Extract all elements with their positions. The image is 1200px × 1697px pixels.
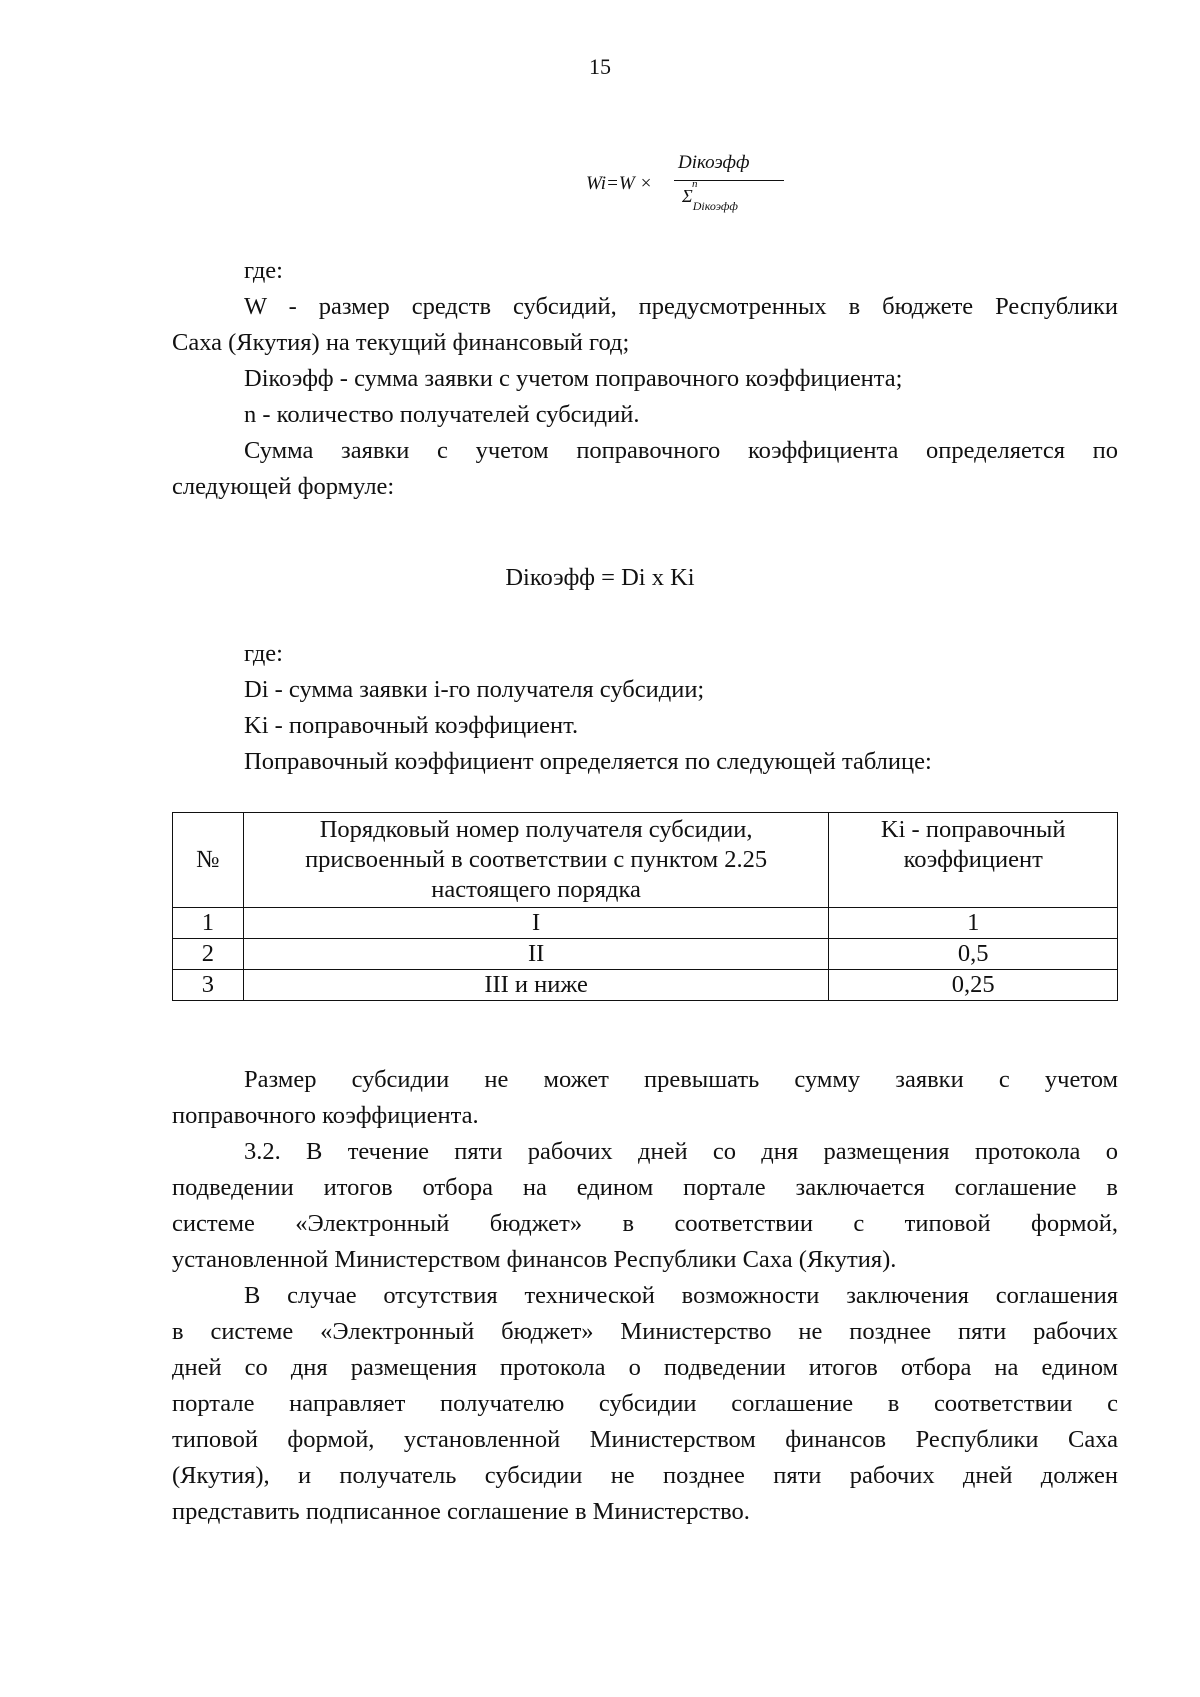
case-line-6: (Якутия), и получатель субсидии не позднее пяти рабочих дней должен [172,1462,1118,1489]
case-line-4: портале направляет получателю субсидии соглашение в соответствии с [172,1390,1118,1417]
row-order: III и ниже [243,970,829,1001]
row-coefficient: 0,5 [829,939,1118,970]
formula-denominator [682,178,738,213]
header-order-number [243,813,829,908]
header-coef-line-1: Ki - поправочный [880,816,1066,843]
formula-lhs: Wi=W × [586,173,653,194]
row-order: II [243,939,829,970]
sum-upper-limit: n [692,178,698,190]
header-coefficient [829,813,1118,908]
row-order: I [243,908,829,939]
p32-line-1: 3.2. В течение пяти рабочих дней со дня размещения протокола о [244,1138,1118,1165]
header-order-line-2: присвоенный в соответствии с пунктом 2.25 [305,846,768,873]
row-number: 1 [173,908,244,939]
correction-coefficient-table [172,812,1118,1001]
row-number: 3 [173,970,244,1001]
ki-definition: Ki - поправочный коэффициент. [244,712,579,739]
table-row [173,939,1118,970]
di-definition: Di - сумма заявки i-го получателя субсидии; [244,676,705,703]
limit-line-1: Размер субсидии не может превышать сумму заявки с учетом [244,1066,1118,1093]
definitions-block-2 [172,636,1118,780]
sum-intro-line-1: Сумма заявки с учетом поправочного коэффициента определяется по [244,437,1118,464]
formula-numerator: Diкоэфф [678,152,750,173]
n-definition: n - количество получателей субсидий. [244,401,640,428]
where-label-2: где: [244,640,283,667]
case-line-7: представить подписанное соглашение в Министерство. [172,1498,750,1525]
p32-line-4: установленной Министерством финансов Республики Саха (Якутия). [172,1246,897,1273]
case-line-1: В случае отсутствия технической возможности заключения соглашения [244,1282,1118,1309]
table-intro: Поправочный коэффициент определяется по следующей таблице: [244,748,932,775]
fraction-bar [674,180,784,181]
definitions-block-1 [172,253,1118,505]
p32-line-3: системе «Электронный бюджет» в соответствии с типовой формой, [172,1210,1118,1237]
where-label: где: [244,257,283,284]
limit-line-2: поправочного коэффициента. [172,1102,479,1129]
sum-symbol: Σ [682,186,693,206]
table-row [173,908,1118,939]
header-number: № [173,813,244,908]
dikoef-definition: Diкоэфф - сумма заявки с учетом поправочного коэффициента; [244,365,903,392]
table-row [173,970,1118,1001]
table-header-row [173,813,1118,908]
row-number: 2 [173,939,244,970]
page-number: 15 [589,54,611,79]
p32-line-2: подведении итогов отбора на едином портале заключается соглашение в [172,1174,1118,1201]
second-formula: Diкоэфф = Di x Ki [505,564,695,591]
header-coef-line-2: коэффициент [903,846,1043,873]
case-line-2: в системе «Электронный бюджет» Министерство не позднее пяти рабочих [172,1318,1118,1345]
subsidy-formula [586,152,786,232]
header-order-line-1: Порядковый номер получателя субсидии, [319,816,753,843]
row-coefficient: 0,25 [829,970,1118,1001]
w-definition-line-2: Саха (Якутия) на текущий финансовый год; [172,329,630,356]
sum-lower-term: Diкоэфф [692,199,738,213]
header-order-line-3: настоящего порядка [431,876,641,903]
case-line-3: дней со дня размещения протокола о подведении итогов отбора на едином [172,1354,1118,1381]
row-coefficient: 1 [829,908,1118,939]
body-text-block-3 [172,1062,1118,1530]
w-definition-line-1: W - размер средств субсидий, предусмотренных в бюджете Республики [244,293,1118,320]
case-line-5: типовой формой, установленной Министерством финансов Республики Саха [172,1426,1118,1453]
sum-intro-line-2: следующей формуле: [172,473,395,500]
